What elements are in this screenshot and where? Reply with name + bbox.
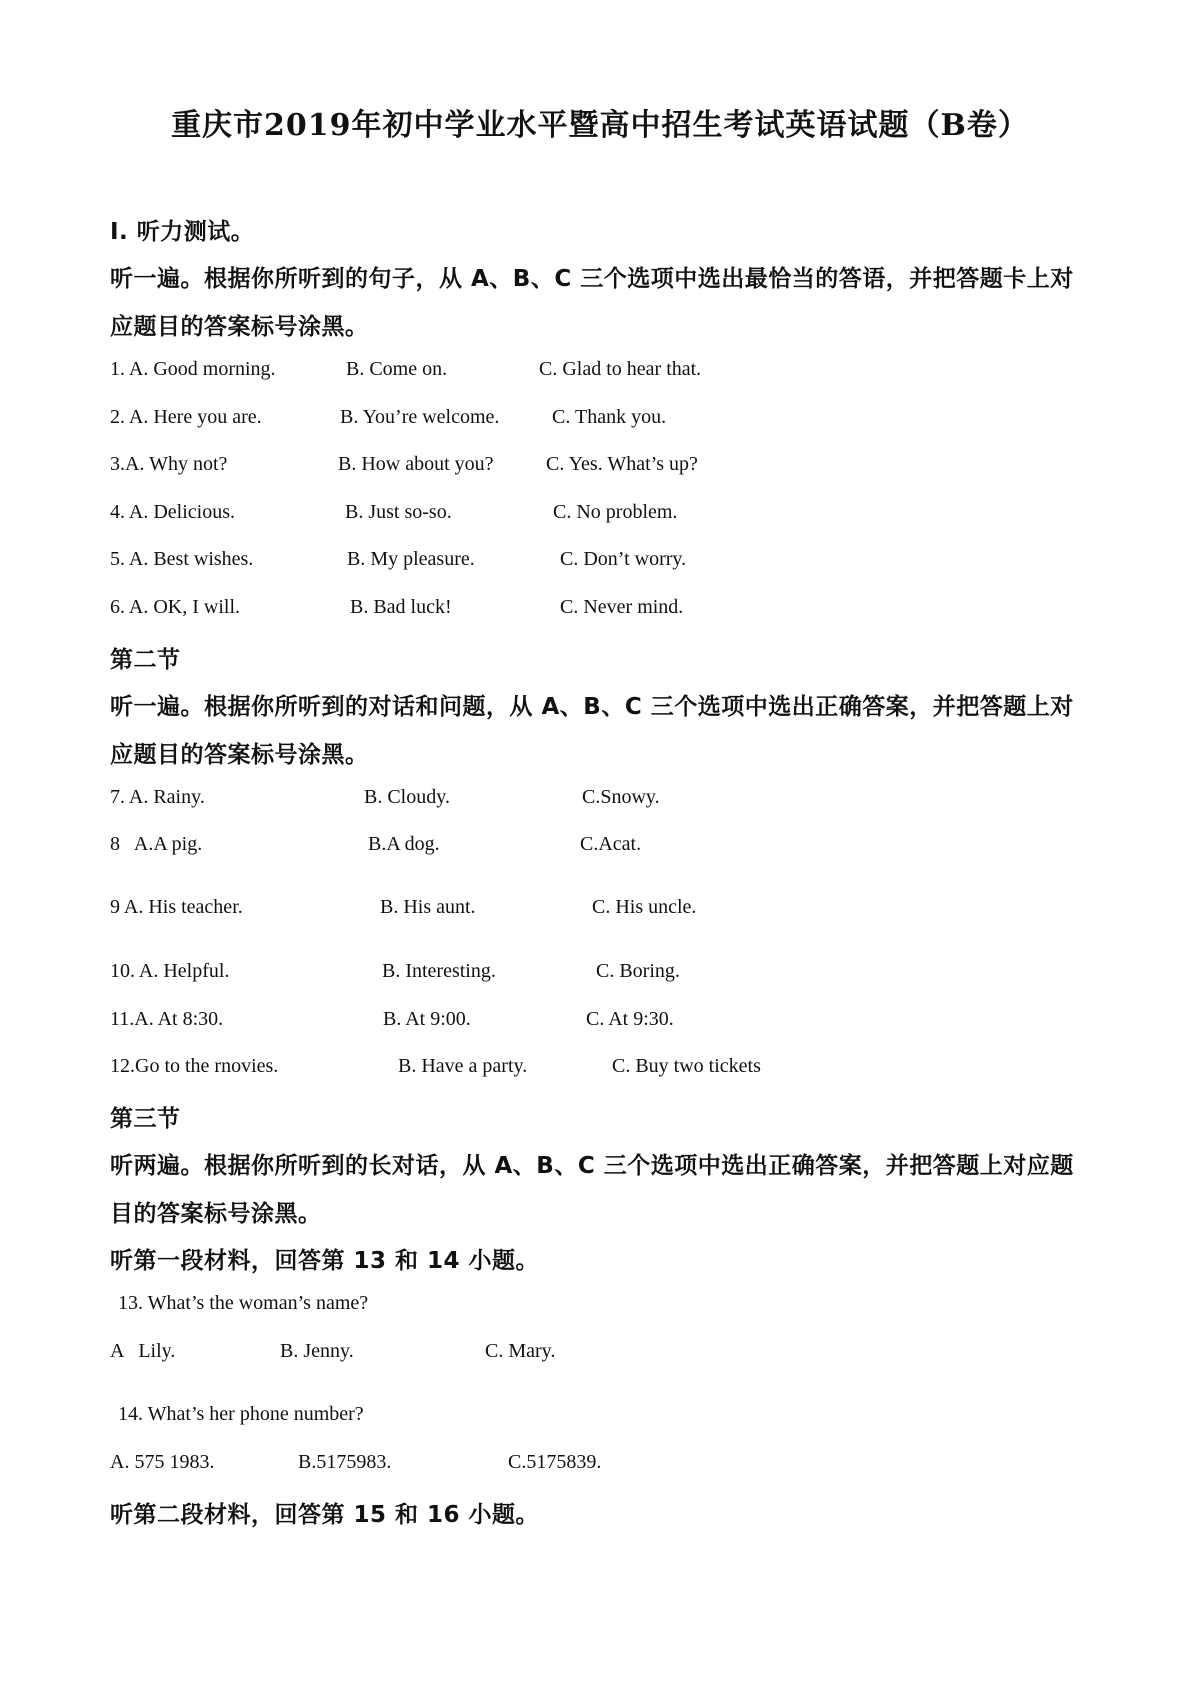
section1-heading: I. 听力测试。 xyxy=(110,219,255,245)
section2-instruction-line2: 应题目的答案标号涂黑。 xyxy=(110,742,369,768)
q12-option-a: 12.Go to the rnovies. xyxy=(110,1055,279,1077)
section3-material2: 听第二段材料，回答第 15 和 16 小题。 xyxy=(110,1502,540,1528)
exam-title: 重庆市2019年初中学业水平暨高中招生考试英语试题（B卷） xyxy=(171,108,1029,143)
q2-option-c: C. Thank you. xyxy=(552,406,667,428)
q5-option-b: B. My pleasure. xyxy=(347,548,475,570)
q2-option-a: 2. A. Here you are. xyxy=(110,406,262,428)
q2-option-b: B. You’re welcome. xyxy=(340,406,500,428)
section3-material1: 听第一段材料，回答第 13 和 14 小题。 xyxy=(110,1248,540,1274)
q1-option-b: B. Come on. xyxy=(346,358,448,380)
q9-option-c: C. His uncle. xyxy=(592,896,697,918)
q8-option-b: B.A dog. xyxy=(368,833,440,855)
q3-option-b: B. How about you? xyxy=(338,453,494,475)
q13-option-c: C. Mary. xyxy=(485,1340,556,1362)
q3-option-c: C. Yes. What’s up? xyxy=(546,453,698,475)
q14-option-b: B.5175983. xyxy=(298,1451,392,1473)
q10-option-c: C. Boring. xyxy=(596,960,680,982)
q12-option-b: B. Have a party. xyxy=(398,1055,528,1077)
q3-option-a: 3.A. Why not? xyxy=(110,453,228,475)
q5-option-c: C. Don’t worry. xyxy=(560,548,687,570)
q11-option-a: 11.A. At 8:30. xyxy=(110,1008,224,1030)
q13-option-b: B. Jenny. xyxy=(280,1340,354,1362)
section3-instruction-line2: 目的答案标号涂黑。 xyxy=(110,1201,322,1227)
q6-option-a: 6. A. OK, I will. xyxy=(110,596,240,618)
q4-option-c: C. No problem. xyxy=(553,501,678,523)
q8-option-c: C.Acat. xyxy=(580,833,642,855)
q14-option-c: C.5175839. xyxy=(508,1451,602,1473)
q10-option-b: B. Interesting. xyxy=(382,960,496,982)
q14-option-a: A. 575 1983. xyxy=(110,1451,215,1473)
q7-option-a: 7. A. Rainy. xyxy=(110,786,205,808)
section1-instruction-line2: 应题目的答案标号涂黑。 xyxy=(110,314,369,340)
q1-option-c: C. Glad to hear that. xyxy=(539,358,702,380)
q14-question: 14. What’s her phone number? xyxy=(118,1403,364,1425)
q8-option-a: 8 A.A pig. xyxy=(110,833,203,855)
q12-option-c: C. Buy two tickets xyxy=(612,1055,761,1077)
q11-option-b: B. At 9:00. xyxy=(383,1008,471,1030)
q13-option-a: A Lily. xyxy=(110,1340,176,1362)
q13-question: 13. What’s the woman’s name? xyxy=(118,1292,369,1314)
q1-option-a: 1. A. Good morning. xyxy=(110,358,276,380)
q11-option-c: C. At 9:30. xyxy=(586,1008,674,1030)
section3-instruction-line1: 听两遍。根据你所听到的长对话，从 A、B、C 三个选项中选出正确答案，并把答题上对应题 xyxy=(110,1153,1074,1179)
section2-heading: 第二节 xyxy=(110,647,181,673)
q5-option-a: 5. A. Best wishes. xyxy=(110,548,254,570)
q7-option-b: B. Cloudy. xyxy=(364,786,450,808)
section1-instruction-line1: 听一遍。根据你所听到的句子，从 A、B、C 三个选项中选出最恰当的答语，并把答题卡上对 xyxy=(110,266,1074,292)
q7-option-c: C.Snowy. xyxy=(582,786,660,808)
q9-option-a: 9 A. His teacher. xyxy=(110,896,243,918)
q9-option-b: B. His aunt. xyxy=(380,896,476,918)
section3-heading: 第三节 xyxy=(110,1106,181,1132)
q4-option-a: 4. A. Delicious. xyxy=(110,501,235,523)
q4-option-b: B. Just so-so. xyxy=(345,501,452,523)
q6-option-c: C. Never mind. xyxy=(560,596,684,618)
q6-option-b: B. Bad luck! xyxy=(350,596,452,618)
q10-option-a: 10. A. Helpful. xyxy=(110,960,230,982)
section2-instruction-line1: 听一遍。根据你所听到的对话和问题，从 A、B、C 三个选项中选出正确答案，并把答题上对 xyxy=(110,694,1074,720)
